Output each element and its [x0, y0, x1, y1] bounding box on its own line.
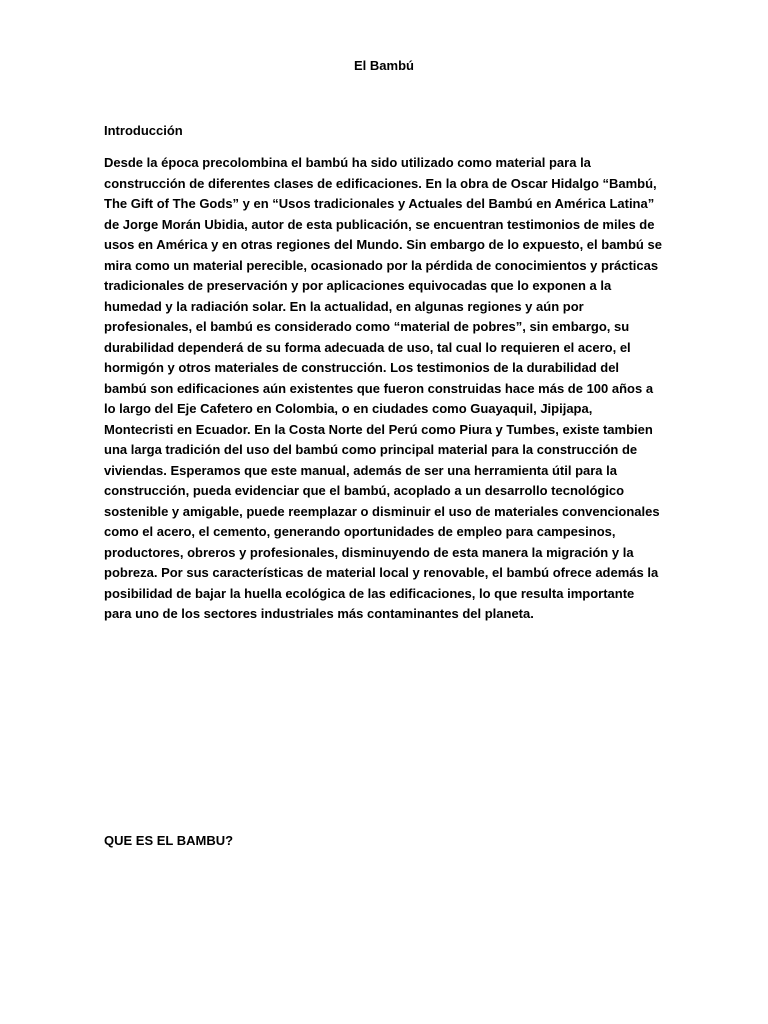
- paragraph-line: usos en América y en otras regiones del Mundo. Sin embargo de lo expuesto, el bambú se: [104, 237, 662, 252]
- paragraph-line: viviendas. Esperamos que este manual, además de ser una herramienta útil para la: [104, 462, 617, 478]
- paragraph-line: posibilidad de bajar la huella ecológica de las edificaciones, lo que resulta importante: [104, 585, 635, 601]
- paragraph-line: tradicionales de preservación y por aplicaciones equivocadas que lo exponen a la: [104, 278, 612, 293]
- paragraph-line: una larga tradición del uso del bambú como principal material para la construcción de: [104, 442, 638, 457]
- paragraph-line: Desde la época precolombina el bambú ha sido utilizado como material para la: [104, 155, 591, 170]
- paragraph-line: humedad y la radiación solar. En la actualidad, en algunas regiones y aún por: [104, 298, 584, 314]
- paragraph-line: durabilidad dependerá de su forma adecuada de uso, tal cual lo requieren el acero, el: [104, 339, 631, 355]
- paragraph-line: lo largo del Eje Cafetero en Colombia, o en ciudades como Guayaquil, Jipijapa,: [104, 401, 593, 416]
- paragraph-line: Montecristi en Ecuador. En la Costa Norte del Perú como Piura y Tumbes, existe tambien: [104, 421, 653, 437]
- introduction-paragraph: [104, 153, 668, 625]
- paragraph-line: para uno de los sectores industriales más contaminantes del planeta.: [104, 606, 534, 621]
- introduction-heading: Introducción: [104, 123, 183, 138]
- que-es-el-bambu-heading: QUE ES EL BAMBU?: [104, 833, 234, 848]
- paragraph-line: pobreza. Por sus características de material local y renovable, el bambú ofrece además la: [104, 565, 659, 580]
- paragraph-line: sostenible y amigable, puede reemplazar o disminuir el uso de materiales convencionales: [104, 503, 660, 519]
- paragraph-line: productores, obreros y profesionales, disminuyendo de esta manera la migración y la: [104, 544, 634, 560]
- paragraph-line: hormigón y otros materiales de construcción. Los testimonios de la durabilidad del: [104, 360, 620, 375]
- paragraph-line: construcción, pueda evidenciar que el bambú, acoplado a un desarrollo tecnológico: [104, 483, 625, 498]
- document-title: El Bambú: [354, 58, 414, 73]
- paragraph-line: bambú son edificaciones aún existentes que fueron construidas hace más de 100 años a: [104, 380, 654, 396]
- paragraph-line: mira como un material perecible, ocasionado por la pérdida de conocimientos y prácticas: [104, 257, 659, 273]
- paragraph-line: como el acero, el cemento, generando oportunidades de empleo para campesinos,: [104, 524, 616, 539]
- paragraph-line: construcción de diferentes clases de edificaciones. En la obra de Oscar Hidalgo “Bambú,: [104, 175, 657, 191]
- paragraph-line: The Gift of The Gods” y en “Usos tradicionales y Actuales del Bambú en América Latina”: [104, 196, 655, 211]
- paragraph-line: profesionales, el bambú es considerado como “material de pobres”, sin embargo, su: [104, 319, 630, 334]
- paragraph-line: de Jorge Morán Ubidia, autor de esta publicación, se encuentran testimonios de miles de: [104, 216, 655, 232]
